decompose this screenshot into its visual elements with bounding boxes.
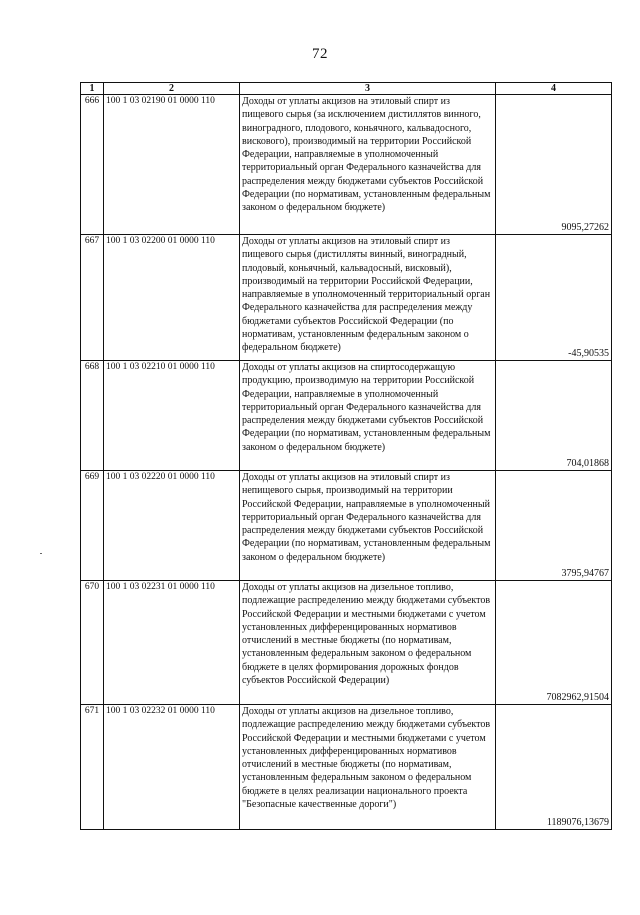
table-header-row (81, 83, 612, 95)
row-description: Доходы от уплаты акцизов на этиловый спирт из пищевого сырья (за исключением дистиллятов винного, виноградного, плодового, коньячного, кальвадосного, вискового), производимый на территории Российской Федерации, направляемые в уполномоченный территориальный орган Федерального казначейства для распределения между бюджетами субъектов Российской Федерации (по нормативам, установленным федеральным законом о федеральном бюджете) (240, 95, 496, 235)
row-description: Доходы от уплаты акцизов на этиловый спирт из непищевого сырья, производимый на территории Российской Федерации, направляемые в уполномоченный территориальный орган Федерального казначейства для распределения между бюджетами субъектов Российской Федерации (по нормативам, установленным федеральным законом о федеральном бюджете) (240, 471, 496, 581)
row-code: 100 1 03 02210 01 0000 110 (104, 361, 240, 471)
table-row (81, 581, 612, 705)
table-row (81, 471, 612, 581)
row-description: Доходы от уплаты акцизов на спиртосодержащую продукцию, производимую на территории Российской Федерации, направляемые в уполномоченный территориальный орган Федерального казначейства для распределения между бюджетами субъектов Российской Федерации (по нормативам, установленным федеральным законом о федеральном бюджете) (240, 361, 496, 471)
column-header-code: 2 (104, 83, 240, 95)
column-header-description: 3 (240, 83, 496, 95)
budget-revenue-table (80, 82, 612, 830)
row-code: 100 1 03 02200 01 0000 110 (104, 235, 240, 361)
column-header-number: 1 (81, 83, 104, 95)
row-description: Доходы от уплаты акцизов на этиловый спирт из пищевого сырья (дистилляты винный, виноградный, плодовый, коньячный, кальвадосный, висковый), производимый на территории Российской Федерации, направляемые в уполномоченный территориальный орган Федерального казначейства для распределения между бюджетами субъектов Российской Федерации (по нормативам, установленным федеральным законом о федеральном бюджете) (240, 235, 496, 361)
column-header-amount: 4 (496, 83, 612, 95)
scan-speck (40, 553, 42, 554)
row-number: 667 (81, 235, 104, 361)
row-amount: 7082962,91504 (496, 581, 612, 705)
row-amount: 3795,94767 (496, 471, 612, 581)
row-number: 666 (81, 95, 104, 235)
table-row (81, 95, 612, 235)
row-description: Доходы от уплаты акцизов на дизельное топливо, подлежащие распределению между бюджетами субъектов Российской Федерации и местными бюджетами с учетом установленных дифференцированных нормативов отчислений в местные бюджеты (по нормативам, установленным федеральным законом о федеральном бюджете в целях реализации национального проекта "Безопасные качественные дороги") (240, 705, 496, 830)
table-row (81, 235, 612, 361)
row-code: 100 1 03 02220 01 0000 110 (104, 471, 240, 581)
page-number: 72 (312, 46, 328, 62)
row-amount: 1189076,13679 (496, 705, 612, 830)
row-number: 669 (81, 471, 104, 581)
row-code: 100 1 03 02190 01 0000 110 (104, 95, 240, 235)
row-number: 670 (81, 581, 104, 705)
row-amount: -45,90535 (496, 235, 612, 361)
table-row (81, 705, 612, 830)
row-amount: 704,01868 (496, 361, 612, 471)
row-number: 668 (81, 361, 104, 471)
row-amount: 9095,27262 (496, 95, 612, 235)
row-number: 671 (81, 705, 104, 830)
row-code: 100 1 03 02232 01 0000 110 (104, 705, 240, 830)
row-description: Доходы от уплаты акцизов на дизельное топливо, подлежащие распределению между бюджетами субъектов Российской Федерации и местными бюджетами с учетом установленных дифференцированных нормативов отчислений в местные бюджеты (по нормативам, установленным федеральным законом о федеральном бюджете в целях формирования дорожных фондов субъектов Российской Федерации) (240, 581, 496, 705)
row-code: 100 1 03 02231 01 0000 110 (104, 581, 240, 705)
table-row (81, 361, 612, 471)
